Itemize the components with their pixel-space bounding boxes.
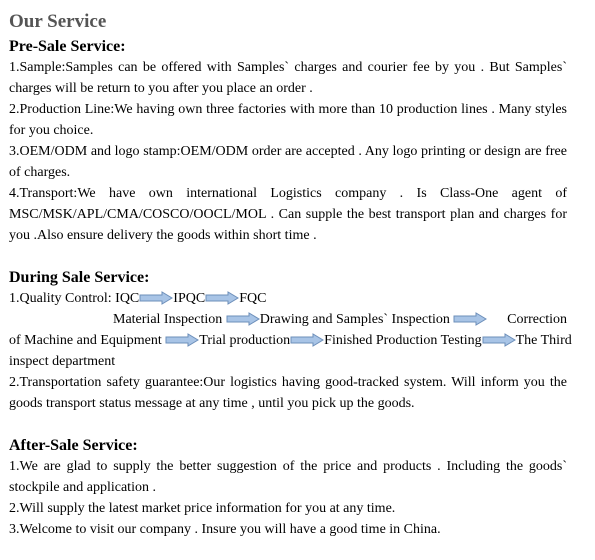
right-arrow-icon [205, 291, 239, 305]
step-third-party: The Third [515, 333, 572, 348]
qc-step-ipqc: IPQC [173, 291, 206, 306]
after-sale-heading: After-Sale Service: [9, 437, 138, 454]
qc-prefix: 1.Quality Control: IQC [9, 291, 140, 306]
step-drawing-inspection: Drawing and Samples` Inspection [259, 312, 450, 327]
pre-sale-section [9, 36, 567, 246]
after-sale-item-3: 3.Welcome to visit our company . Insure you will have a good time in China. [9, 522, 441, 537]
step-trial-production: Trial production [199, 333, 291, 348]
pre-sale-item-1: 1.Sample:Samples can be offered with Samples` charges and courier fee by you . But Samples` charges will be return to you after you place an order . [9, 60, 567, 96]
step-finished-testing: Finished Production Testing [324, 333, 482, 348]
right-arrow-icon [165, 333, 199, 347]
step-material-inspection: Material Inspection [113, 312, 223, 327]
pre-sale-heading: Pre-Sale Service: [9, 38, 126, 55]
right-arrow-icon [290, 333, 324, 347]
pre-sale-item-4: 4.Transport:We have own international Logistics company . Is Class-One agent of MSC/MSK/APL/CMA/COSCO/OOCL/MOL . Can supple the best transport plan and charges for you .Also ensure delivery the goods within short time . [9, 186, 567, 243]
after-sale-section [9, 435, 567, 540]
qc-step-fqc: FQC [239, 291, 267, 306]
process-line-3: inspect department [9, 354, 116, 369]
page-title: Our Service [9, 11, 107, 32]
during-sale-heading: During Sale Service: [9, 269, 150, 286]
during-sale-section [9, 267, 572, 414]
right-arrow-icon [453, 312, 487, 326]
right-arrow-icon [482, 333, 516, 347]
pre-sale-item-3: 3.OEM/ODM and logo stamp:OEM/ODM order are accepted . Any logo printing or design are free of charges. [9, 144, 567, 180]
process-line-2 [9, 330, 572, 351]
after-sale-item-2: 2.Will supply the latest market price information for you at any time. [9, 501, 396, 516]
process-line-1 [9, 309, 567, 330]
during-sale-item-2: 2.Transportation safety guarantee:Our logistics having good-tracked system. Will inform you the goods transport status message at any time , until you pick up the goods. [9, 375, 567, 411]
right-arrow-icon [226, 312, 260, 326]
pre-sale-item-2: 2.Production Line:We having own three factories with more than 10 production lines . Many styles for you choice. [9, 102, 567, 138]
step-correction: Correction [507, 312, 567, 327]
step-machine-equipment: of Machine and Equipment [9, 333, 162, 348]
after-sale-item-1: 1.We are glad to supply the better suggestion of the price and products . Including the goods` stockpile and application . [9, 459, 567, 495]
right-arrow-icon [139, 291, 173, 305]
quality-control-line [9, 288, 567, 309]
